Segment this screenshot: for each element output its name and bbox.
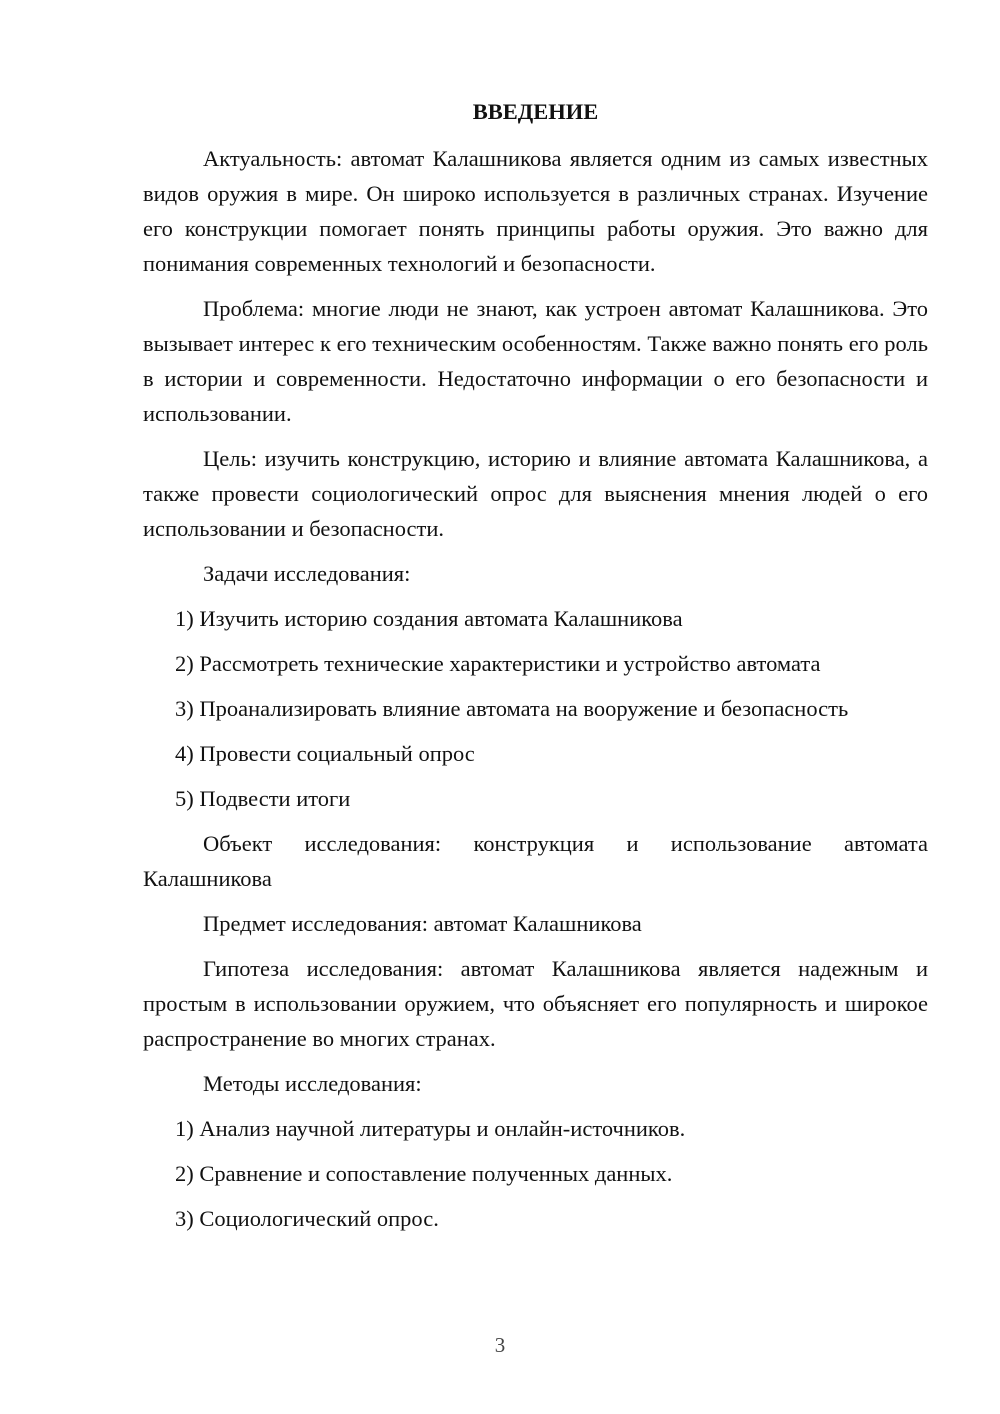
tasks-list — [143, 601, 928, 816]
task-item-2: 2) Рассмотреть технические характеристики и устройство автомата — [175, 651, 821, 676]
method-item-2: 2) Сравнение и сопоставление полученных данных. — [175, 1161, 673, 1186]
goal-paragraph: Цель: изучить конструкцию, историю и влияние автомата Калашникова, а также провести социологический опрос для выяснения мнения людей о его использовании и безопасности. — [143, 446, 928, 541]
section-title: ВВЕДЕНИЕ — [472, 99, 599, 124]
tasks-heading: Задачи исследования: — [203, 561, 411, 586]
problem-paragraph: Проблема: многие люди не знают, как устроен автомат Калашникова. Это вызывает интерес к его техническим особенностям. Также важно понять его роль в истории и современности. Недостаточно информации о его безопасности и использовании. — [143, 296, 928, 426]
page-number: 3 — [494, 1333, 506, 1357]
method-item-1: 1) Анализ научной литературы и онлайн-источников. — [175, 1116, 686, 1141]
task-item-1: 1) Изучить историю создания автомата Калашникова — [175, 606, 683, 631]
object-paragraph: Объект исследования: конструкция и использование автомата Калашникова — [143, 831, 928, 891]
task-item-3: 3) Проанализировать влияние автомата на вооружение и безопасность — [175, 696, 849, 721]
methods-heading: Методы исследования: — [203, 1071, 422, 1096]
task-item-4: 4) Провести социальный опрос — [175, 741, 475, 766]
subject-paragraph: Предмет исследования: автомат Калашникова — [203, 911, 642, 936]
hypothesis-paragraph: Гипотеза исследования: автомат Калашникова является надежным и простым в использовании оружием, что объясняет его популярность и широкое распространение во многих странах. — [143, 956, 928, 1051]
relevance-paragraph: Актуальность: автомат Калашникова является одним из самых известных видов оружия в мире. Он широко используется в различных странах. Изучение его конструкции помогает понять принципы работы оружия. Это важно для понимания современных технологий и безопасности. — [143, 146, 928, 276]
methods-list — [143, 1111, 928, 1236]
task-item-5: 5) Подвести итоги — [175, 786, 351, 811]
method-item-3: 3) Социологический опрос. — [175, 1206, 439, 1231]
document-body — [143, 94, 928, 1246]
